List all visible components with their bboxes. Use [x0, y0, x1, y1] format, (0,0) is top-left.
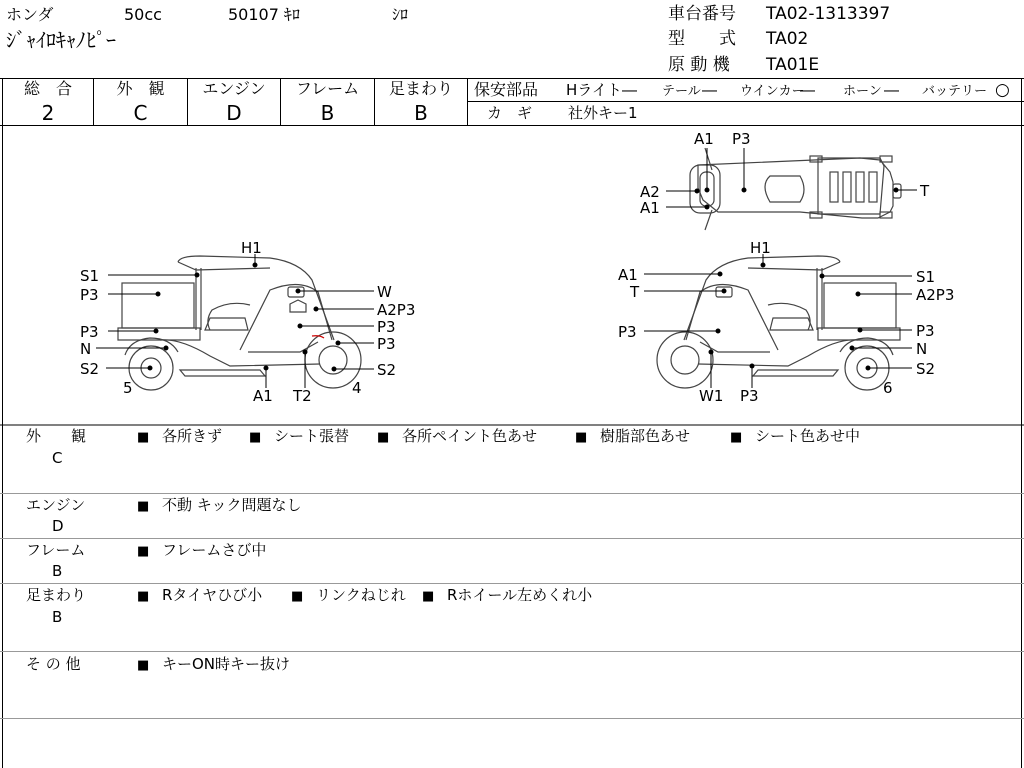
- bullet-icon: ■: [730, 430, 743, 445]
- safety-winker-value: ―: [800, 81, 815, 99]
- key-value: 社外キー1: [568, 104, 638, 122]
- note-item: フレームさび中: [162, 541, 267, 559]
- note-item: リンクねじれ: [316, 586, 406, 604]
- top-label-a1: A1: [694, 130, 714, 148]
- grade-engine-label: エンジン: [202, 79, 266, 98]
- grade-suspension-value: B: [414, 101, 428, 125]
- right-label-p3b: P3: [916, 322, 935, 340]
- divider: [0, 583, 1024, 584]
- left-label-p3b: P3: [80, 323, 99, 341]
- right-label-h1: H1: [750, 239, 771, 257]
- right-label-a1: A1: [618, 266, 638, 284]
- safety-label: 保安部品: [474, 80, 539, 99]
- note-item: 各所きず: [162, 427, 223, 445]
- safety-horn-value: ―: [884, 81, 899, 99]
- divider: [0, 718, 1024, 719]
- right-label-p3c: P3: [740, 387, 759, 405]
- safety-winker: ウインカー: [740, 84, 805, 99]
- color: ｼﾛ: [392, 5, 409, 24]
- note-engine-category: エンジン: [26, 496, 86, 514]
- safety-tail-value: ―: [702, 81, 717, 99]
- note-engine-grade: D: [52, 517, 64, 535]
- safety-battery: バッテリー: [922, 84, 988, 99]
- right-view-markers: [644, 254, 912, 388]
- bullet-icon: ■: [377, 430, 390, 445]
- note-suspension-grade: B: [52, 608, 63, 626]
- left-label-p3c: P3: [377, 318, 396, 336]
- top-label-a2: A2: [640, 183, 660, 201]
- left-label-a1: A1: [253, 387, 273, 405]
- grade-frame-label: フレーム: [295, 79, 360, 98]
- safety-headlight: Hライト: [566, 81, 622, 99]
- note-item: Rホイール左めくれ小: [447, 586, 593, 604]
- left-label-a2p3: A2P3: [377, 301, 416, 319]
- left-label-p3a: P3: [80, 286, 99, 304]
- left-view-markers: [96, 254, 374, 388]
- safety-tail: テール: [662, 84, 701, 99]
- note-item: 不動 キック問題なし: [162, 496, 302, 514]
- note-item: シート張替: [274, 427, 350, 445]
- note-item: 樹脂部色あせ: [600, 427, 691, 445]
- bullet-icon: ■: [137, 499, 150, 514]
- left-label-4: 4: [352, 379, 362, 397]
- note-exterior-category: 外 観: [26, 427, 87, 445]
- right-label-6: 6: [883, 379, 893, 397]
- divider: [0, 493, 1024, 494]
- chassis-label: 車台番号: [668, 4, 736, 24]
- grade-exterior-label: 外 観: [116, 79, 165, 98]
- note-frame-category: フレーム: [26, 541, 86, 559]
- type-value: TA02: [766, 29, 809, 49]
- left-label-s1: S1: [80, 267, 100, 285]
- right-label-a2p3: A2P3: [916, 286, 955, 304]
- bullet-icon: ■: [137, 658, 150, 673]
- maker: ホンダ: [6, 5, 54, 24]
- divider: [0, 538, 1024, 539]
- left-label-n: N: [80, 340, 92, 358]
- grade-engine-value: D: [226, 101, 242, 125]
- note-other-category: そ の 他: [26, 655, 81, 673]
- engine-label: 原 動 機: [668, 55, 730, 75]
- key-label: カ ギ: [487, 104, 533, 122]
- bullet-icon: ■: [137, 430, 150, 445]
- note-exterior-grade: C: [52, 449, 63, 467]
- bullet-icon: ■: [575, 430, 588, 445]
- safety-horn: ホーン: [843, 84, 882, 99]
- right-label-s2: S2: [916, 360, 936, 378]
- left-label-5: 5: [123, 379, 133, 397]
- grade-total-label: 総 合: [23, 79, 72, 98]
- type-label: 型 式: [668, 29, 736, 49]
- left-label-h1: H1: [241, 239, 262, 257]
- safety-battery-value: ○: [995, 80, 1010, 100]
- right-label-p3a: P3: [618, 323, 637, 341]
- bullet-icon: ■: [137, 589, 150, 604]
- left-label-s2b: S2: [377, 361, 397, 379]
- right-label-s1: S1: [916, 268, 936, 286]
- note-item: 各所ペイント色あせ: [402, 427, 538, 445]
- divider: [0, 651, 1024, 652]
- bullet-icon: ■: [137, 544, 150, 559]
- note-frame-grade: B: [52, 562, 63, 580]
- scooter-left-view: [118, 256, 361, 390]
- left-label-p3d: P3: [377, 335, 396, 353]
- right-label-t: T: [630, 283, 640, 301]
- grade-total-value: 2: [41, 101, 55, 125]
- note-suspension-category: 足まわり: [26, 586, 87, 604]
- displacement: 50cc: [124, 5, 162, 24]
- engine-value: TA01E: [766, 55, 820, 75]
- left-label-t2: T2: [293, 387, 312, 405]
- left-label-s2: S2: [80, 360, 100, 378]
- bullet-icon: ■: [249, 430, 262, 445]
- top-label-p3: P3: [732, 130, 751, 148]
- right-label-n: N: [916, 340, 928, 358]
- left-label-w: W: [377, 283, 392, 301]
- right-label-w1: W1: [699, 387, 724, 405]
- bullet-icon: ■: [291, 589, 304, 604]
- note-item: キーON時キー抜け: [162, 655, 291, 673]
- grade-frame-value: B: [320, 101, 335, 125]
- grade-suspension-label: 足まわり: [388, 79, 453, 98]
- top-label-t: T: [920, 182, 930, 200]
- note-item: シート色あせ中: [755, 427, 861, 445]
- bullet-icon: ■: [422, 589, 435, 604]
- model-name: ｼﾞｬｲﾛｷｬﾉﾋﾟｰ: [6, 28, 116, 52]
- scooter-top-view: [690, 148, 901, 230]
- top-label-a1b: A1: [640, 199, 660, 217]
- safety-headlight-value: ―: [622, 81, 637, 99]
- note-item: Rタイヤひび小: [162, 586, 263, 604]
- chassis-value: TA02-1313397: [766, 4, 891, 24]
- mileage: 50107 ｷﾛ: [228, 5, 300, 24]
- grade-exterior-value: C: [133, 101, 148, 125]
